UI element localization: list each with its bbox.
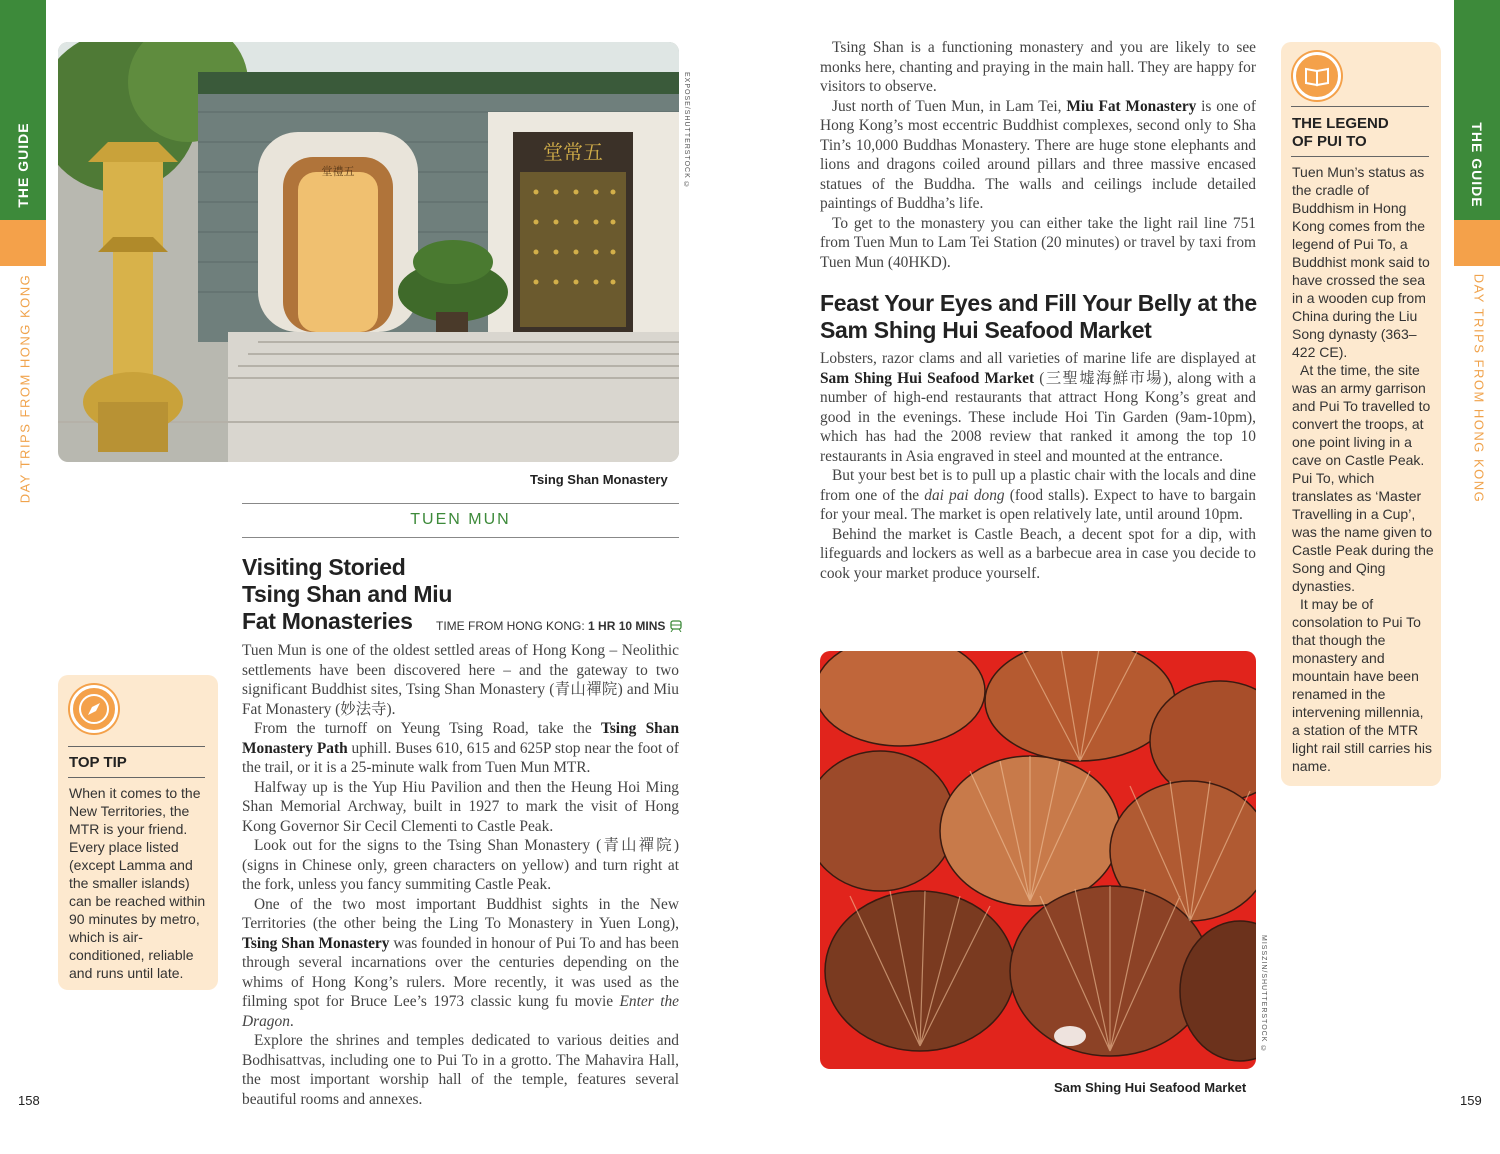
legend-rule-top — [1291, 106, 1429, 107]
photo1-credit: EXPOSE/SHUTTERSTOCK © — [683, 72, 690, 190]
compass-icon — [70, 685, 118, 733]
legend-para1: Tuen Mun’s status as the cradle of Buddhism in Hong Kong comes from the legend of Pui To, a Buddhist monk said to have crossed the sea in a wooden cup from China during the Liu Song dynasty (363–422 CE). — [1292, 164, 1430, 360]
right-door-sign: 堂常五 — [543, 140, 603, 164]
article1-title-line3: Fat Monasteries — [242, 608, 413, 634]
right-chapter-label: DAY TRIPS FROM HONG KONG — [1471, 273, 1487, 504]
travel-time — [436, 619, 683, 635]
area-label: TUEN MUN — [410, 511, 511, 528]
right-side-tab — [1454, 0, 1500, 520]
page-number-left: 158 — [18, 1093, 40, 1108]
right-para2: Just north of Tuen Mun, in Lam Tei, Miu Fat Monastery is one of Hong Kong’s most eccentric Buddhist complexes, second only to Sha Tin’s 10,000 Buddhas Monastery. There are huge stone elephants and lions and dragons coiled around pillars and three massive encased statues of the Buddha. The walls and ceilings include detailed paintings of Buddha’s life. — [820, 97, 1256, 212]
article2-title-line2: Sam Shing Hui Seafood Market — [820, 317, 1152, 343]
right-para3: To get to the monastery you can either take the light rail line 751 from Tuen Mun to Lam Tei Station (20 minutes) or travel by taxi from Tuen Mun (40HKD). — [820, 214, 1256, 271]
article2-title — [820, 290, 1260, 344]
seafood-photo — [820, 651, 1256, 1069]
scallops-illustration — [820, 651, 1256, 1069]
article1-title-line1: Visiting Storied — [242, 554, 406, 580]
article2-title-line1: Feast Your Eyes and Fill Your Belly at the — [820, 290, 1257, 316]
tip-rule-top — [68, 746, 205, 747]
top-tip-box — [58, 675, 218, 990]
tab-orange-block — [1454, 220, 1500, 266]
article1-para4: Look out for the signs to the Tsing Shan Monastery (青山禪院) (signs in Chinese only, green characters on yellow) and turn right at the fork, unless you fancy summiting Castle Peak. — [242, 837, 679, 893]
legend-title — [1292, 115, 1389, 151]
left-chapter-label: DAY TRIPS FROM HONG KONG — [17, 273, 33, 504]
photo2-caption: Sam Shing Hui Seafood Market — [1054, 1080, 1247, 1095]
right-para1: Tsing Shan is a functioning monastery and you are likely to see monks here, chanting and praying in the main hall. They are happy for visitors to observe. — [820, 39, 1256, 95]
right-column-bottom — [820, 349, 1256, 583]
area-rule-top — [242, 503, 679, 504]
photo1-caption: Tsing Shan Monastery — [530, 472, 668, 487]
train-icon — [669, 620, 683, 635]
article1-para5: One of the two most important Buddhist sights in the New Territories (the other being the Ling To Monastery in Yuen Long), Tsing Shan Monastery was founded in honour of Pui To and has been through several incarnations over the centuries depending on the whims of Hong Kong’s rulers. More recently, it was used as the filming spot for Bruce Lee’s 1973 classic kung fu movie Enter the Dragon. — [242, 895, 680, 1030]
right-para5: But your best bet is to pull up a plastic chair with the locals and dine from one of the dai pai dong (food stalls). Expect to have to bargain for your meal. The market is open relatively late, until around 10pm. — [820, 467, 1256, 523]
left-door-sign: 堂禮五 — [321, 165, 355, 178]
monastery-photo — [58, 42, 679, 462]
area-rule-bottom — [242, 537, 679, 538]
right-para4: Lobsters, razor clams and all varieties of marine life are displayed at Sam Shing Hui Seafood Market (三聖墟海鮮市場), along with a number of high-end restaurants that attract Hong Kong’s great and good in the evenings. These include Hoi Tin Garden (9am-10pm), which has had the 2008 review that ranked it among the top 10 restaurants in Asia engraved in steel and mounted at the entrance. — [820, 350, 1257, 465]
right-para6: Behind the market is Castle Beach, a decent spot for a dip, with lifeguards and lockers as well as a barbecue area in case you decide to cook your market produce yourself. — [820, 525, 1256, 582]
book-icon — [1293, 52, 1341, 100]
legend-para3: It may be of consolation to Pui To that though the monastery and mountain have been renamed in the intervening millennia, a station of the MTR light rail still carries his name. — [1292, 596, 1433, 774]
legend-title-line1: THE LEGEND — [1292, 115, 1389, 132]
right-section-label: THE GUIDE — [1469, 122, 1485, 208]
right-column-top — [820, 38, 1256, 272]
top-tip-title: TOP TIP — [69, 754, 127, 771]
legend-para2: At the time, the site was an army garrison and Pui To travelled to convert the troops, at one point living in a cave on Castle Peak. Pui To, which translates as ‘Master Travelling in a Cup’, was the name given to Castle Peak during the Song and Qing dynasties. — [1292, 362, 1434, 594]
article1-body — [242, 641, 679, 1109]
legend-title-line2: OF PUI TO — [1292, 133, 1367, 150]
monastery-illustration — [58, 42, 679, 462]
article1-title-line2: Tsing Shan and Miu — [242, 581, 453, 607]
legend-box — [1281, 42, 1441, 786]
left-section-label: THE GUIDE — [15, 122, 31, 208]
article1-para6: Explore the shrines and temples dedicated to various deities and Bodhisattvas, including one to Pui To in a grotto. The Mahavira Hall, the most important worship hall of the temple, features several beautiful rooms and annexes. — [242, 1032, 679, 1108]
travel-time-value: 1 HR 10 MINS — [588, 619, 666, 633]
left-side-tab — [0, 0, 46, 520]
page-number-right: 159 — [1460, 1093, 1482, 1108]
article1-para2: From the turnoff on Yeung Tsing Road, take the Tsing Shan Monastery Path uphill. Buses 610, 615 and 625P stop near the foot of the trail, or it is a 25-minute walk from Tuen Mun MTR. — [242, 720, 679, 776]
legend-text — [1292, 163, 1434, 775]
article1-para3: Halfway up is the Yup Hiu Pavilion and then the Heung Hoi Ming Shan Memorial Archway, built in 1927 to mark the visit of Hong Kong Governor Sir Cecil Clementi to Castle Peak. — [242, 778, 679, 835]
article1-para1: Tuen Mun is one of the oldest settled areas of Hong Kong – Neolithic settlements have been discovered here – and the gateway to two significant Buddhist sites, Tsing Shan Monastery (青山禪院) and Miu Fat Monastery (妙法寺). — [242, 642, 679, 718]
travel-time-label: TIME FROM HONG KONG: — [436, 619, 585, 633]
top-tip-text: When it comes to the New Territories, the MTR is your friend. Every place listed (except Lamma and the smaller islands) can be reached within 90 minutes by metro, which is air-conditioned, reliable and runs until late. — [69, 785, 206, 981]
photo2-credit: MISSZIN/SHUTTERSTOCK © — [1260, 935, 1267, 1054]
legend-rule-bottom — [1291, 156, 1429, 157]
tab-orange-block — [0, 220, 46, 266]
tip-rule-bottom — [68, 777, 205, 778]
